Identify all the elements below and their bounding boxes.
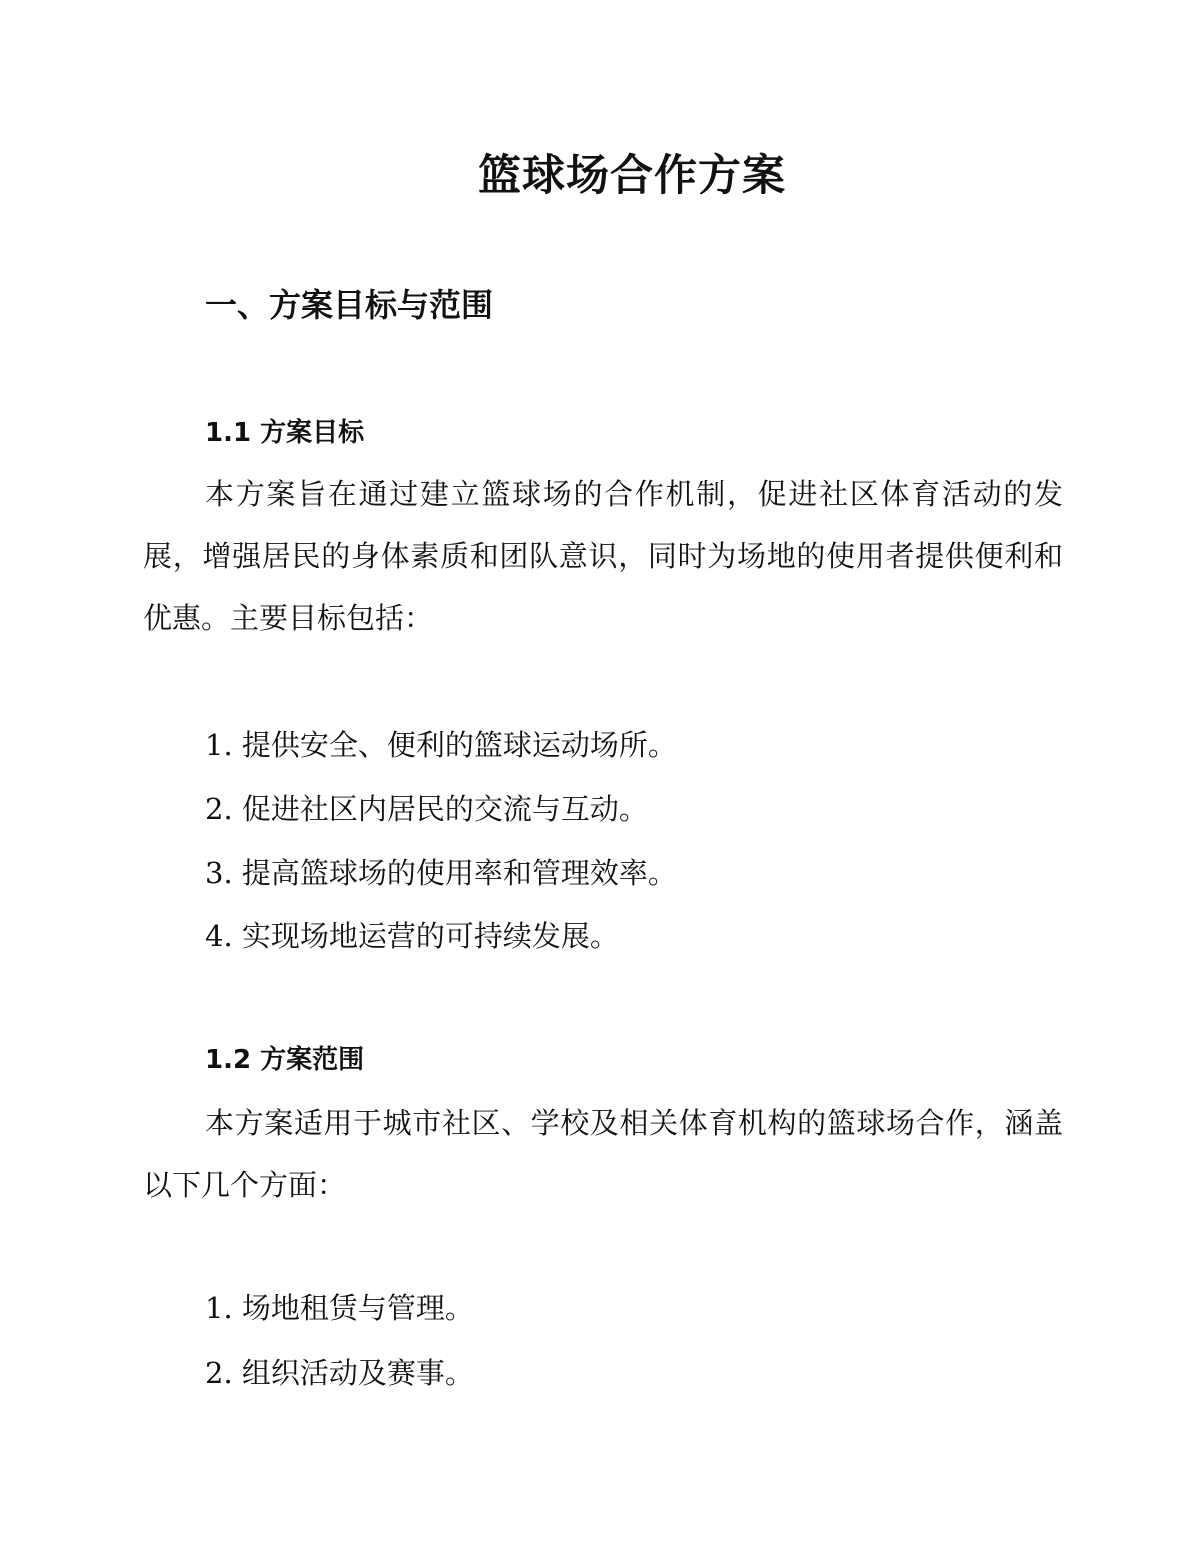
subsection-heading-1-2: 1.2 方案范围 [205,1045,365,1075]
subsection-heading-1-1: 1.1 方案目标 [205,418,365,448]
goal-list-item-2: 2. 促进社区内居民的交流与互动。 [205,792,648,826]
subsection-1-1-intro-paragraph: 本方案旨在通过建立篮球场的合作机制，促进社区体育活动的发展，增强居民的身体素质和团队意识，同时为场地的使用者提供便利和优惠。主要目标包括： [143,477,1063,635]
scope-list-item-2: 2. 组织活动及赛事。 [205,1356,474,1390]
subsection-1-2-intro-paragraph: 本方案适用于城市社区、学校及相关体育机构的篮球场合作，涵盖以下几个方面： [143,1106,1063,1202]
goal-list-item-1: 1. 提供安全、便利的篮球运动场所。 [205,728,677,762]
section-heading-1: 一、方案目标与范围 [205,286,494,324]
goal-list-item-4: 4. 实现场地运营的可持续发展。 [205,919,619,953]
goal-list-item-3: 3. 提高篮球场的使用率和管理效率。 [205,856,677,890]
scope-list-item-1: 1. 场地租赁与管理。 [205,1291,474,1325]
document-title: 篮球场合作方案 [478,151,786,201]
